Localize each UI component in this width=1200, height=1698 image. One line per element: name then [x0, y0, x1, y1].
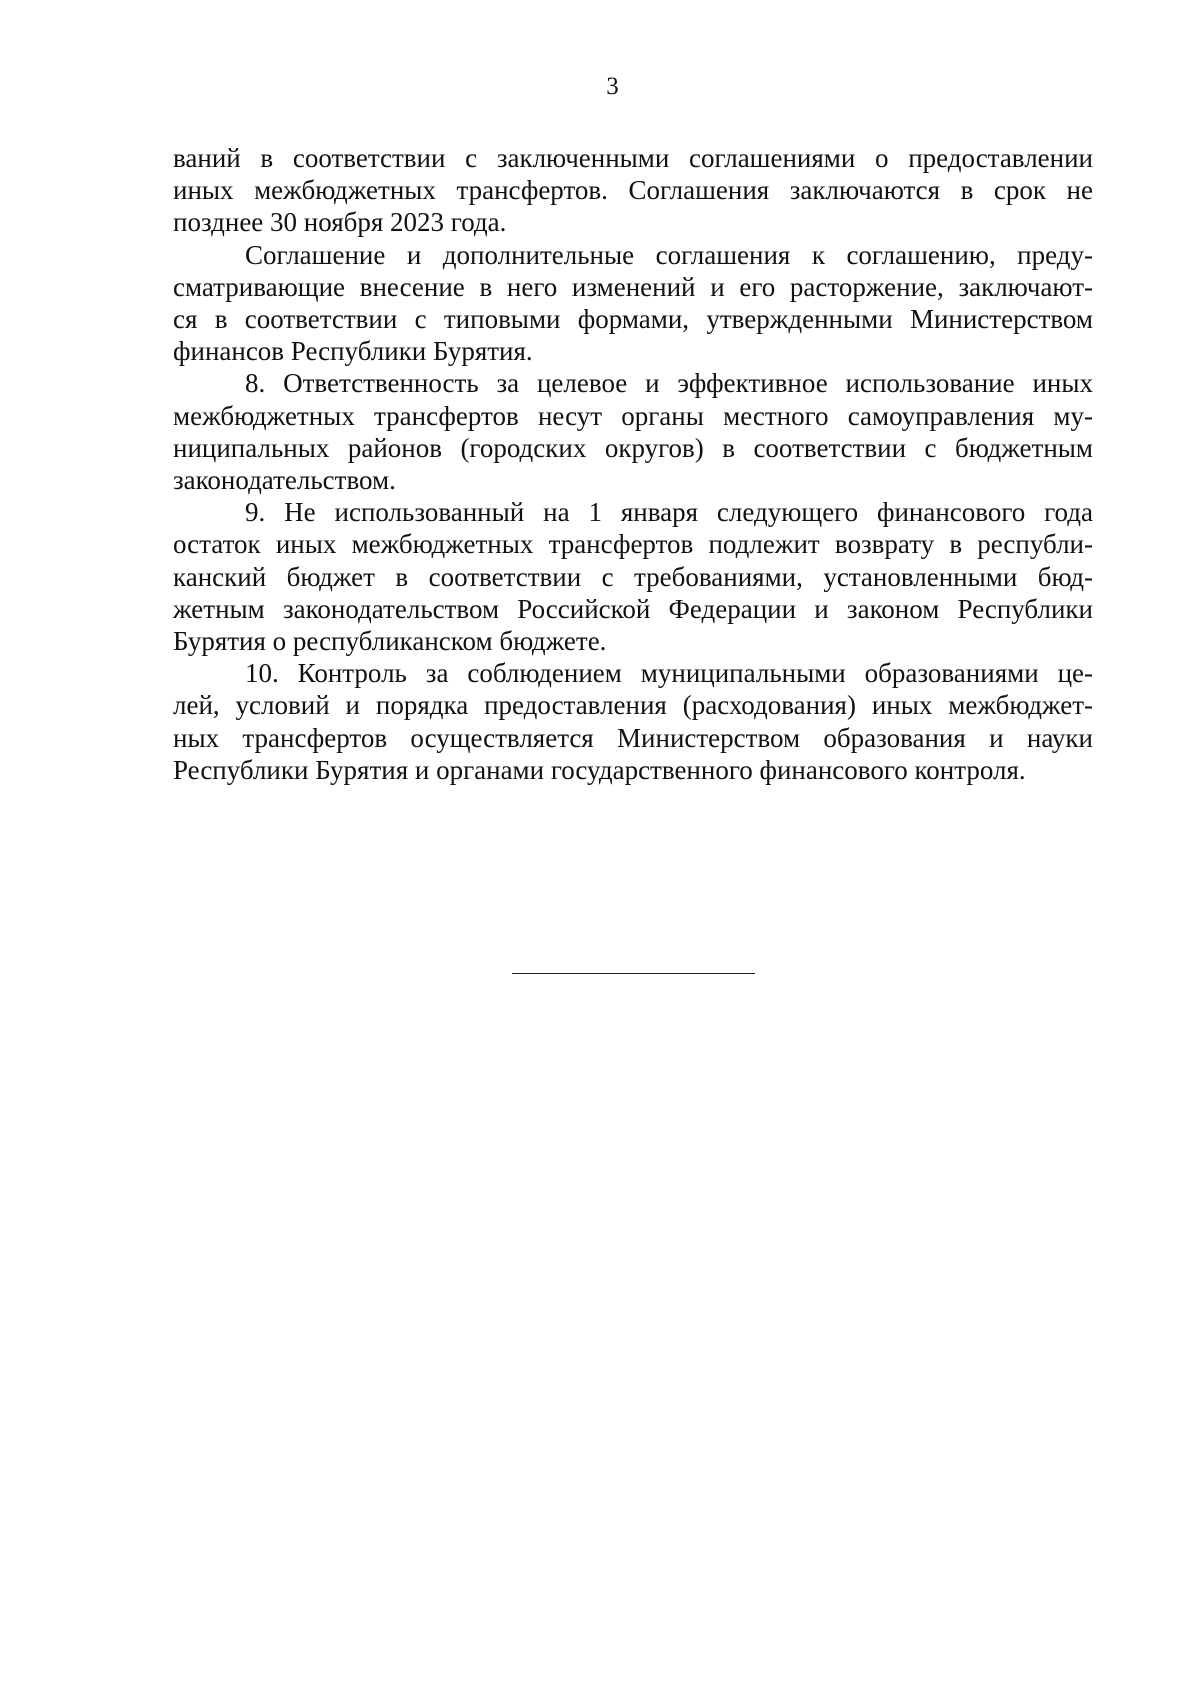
paragraph-continuation — [173, 142, 1093, 239]
text-line: 8. Ответственность за целевое и эффективное использование иных — [245, 368, 1093, 399]
document-body — [173, 142, 1093, 786]
text-line: Бурятия о республиканском бюджете. — [173, 626, 607, 657]
page-number: 3 — [606, 73, 619, 100]
paragraph-item-8 — [173, 367, 1093, 496]
text-line: Соглашение и дополнительные соглашения к соглашению, преду- — [245, 239, 1093, 270]
end-of-document-rule — [512, 973, 755, 974]
text-line: лей, условий и порядка предоставления (расходования) иных межбюджет- — [173, 690, 1093, 721]
paragraph-item-10 — [173, 657, 1093, 786]
text-line: позднее 30 ноября 2023 года. — [173, 207, 507, 238]
text-line: иных межбюджетных трансфертов. Соглашения заключаются в срок не — [173, 175, 1093, 206]
paragraph-item-9 — [173, 496, 1093, 657]
text-line: 9. Не использованный на 1 января следующего финансового года — [245, 497, 1093, 528]
paragraph-agreement-forms — [173, 239, 1093, 368]
text-line: ниципальных районов (городских округов) в соответствии с бюджетным — [173, 432, 1093, 463]
text-line: канский бюджет в соответствии с требованиями, установленными бюд- — [173, 561, 1093, 592]
text-line: межбюджетных трансфертов несут органы местного самоуправления му- — [173, 400, 1093, 431]
text-line: остаток иных межбюджетных трансфертов подлежит возврату в республи- — [173, 529, 1093, 560]
text-line: ных трансфертов осуществляется Министерством образования и науки — [173, 722, 1093, 753]
text-line: сматривающие внесение в него изменений и его расторжение, заключают- — [173, 271, 1093, 302]
text-line: законодательством. — [173, 465, 396, 496]
text-line: Республики Бурятия и органами государственного финансового контроля. — [173, 754, 1026, 785]
text-line: ся в соответствии с типовыми формами, утвержденными Министерством — [173, 304, 1093, 335]
text-line: финансов Республики Бурятия. — [173, 336, 533, 367]
text-line: ваний в соответствии с заключенными соглашениями о предоставлении — [173, 143, 1093, 173]
text-line: жетным законодательством Российской Федерации и законом Республики — [173, 593, 1093, 624]
text-line: 10. Контроль за соблюдением муниципальными образованиями це- — [245, 658, 1093, 689]
